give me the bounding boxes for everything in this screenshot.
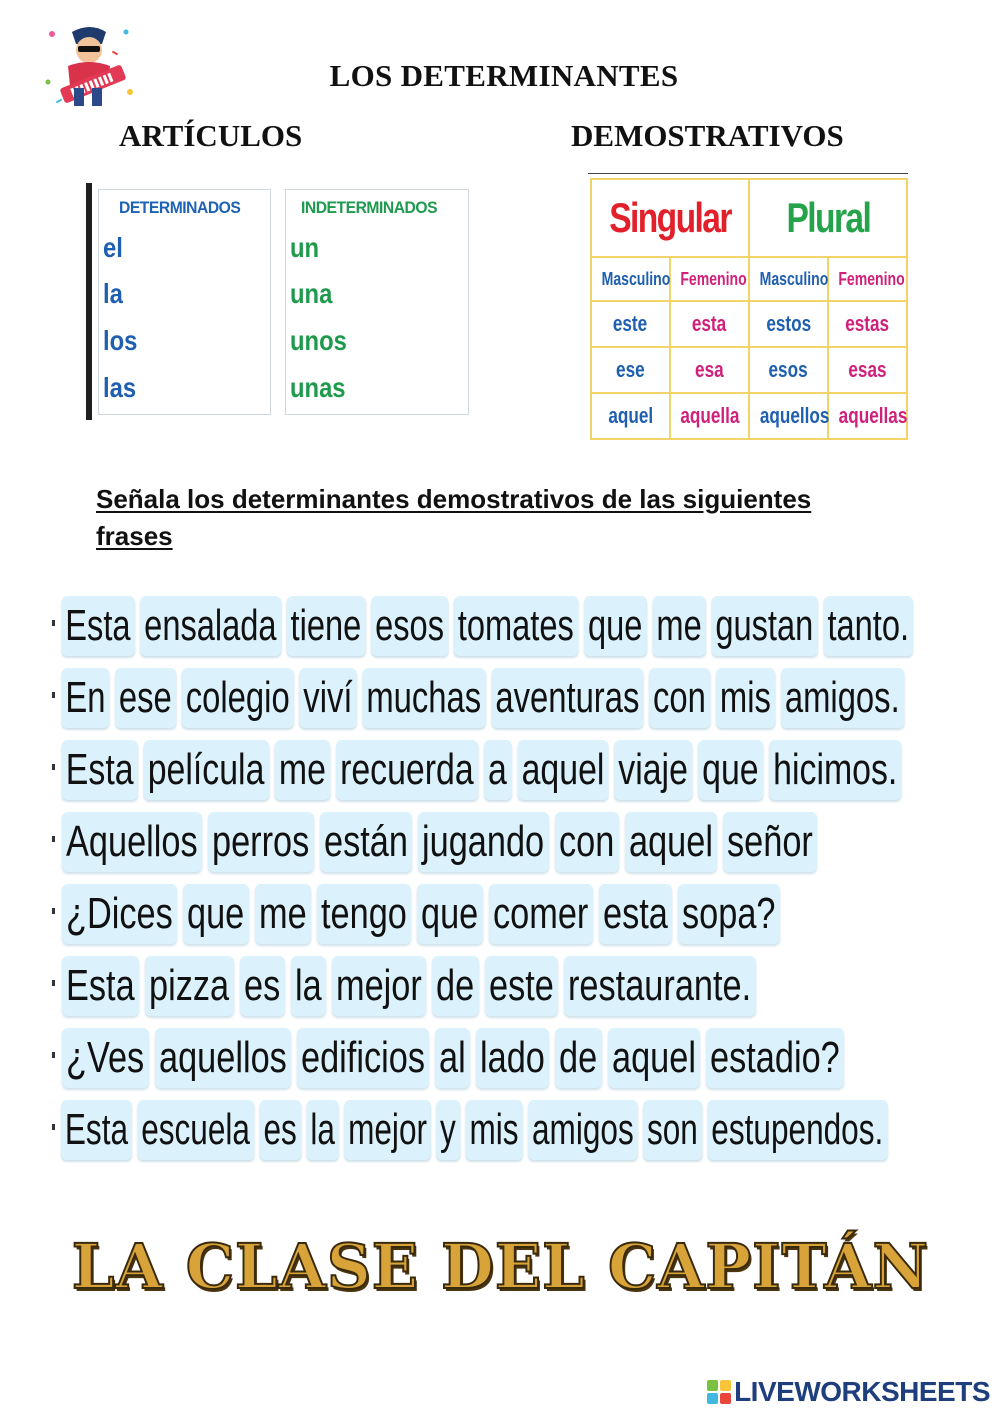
selectable-word[interactable]: Esta <box>62 740 138 800</box>
indeterminado-item: un <box>290 232 320 263</box>
liveworksheets-brand <box>707 1376 990 1408</box>
selectable-word[interactable]: que <box>698 740 763 800</box>
demostrativo-cell: ese <box>591 347 670 393</box>
selectable-word[interactable]: edificios <box>297 1028 429 1088</box>
gender-cell: Masculino <box>749 257 828 301</box>
demostrativo-cell: aquellas <box>828 393 907 439</box>
sentence-row <box>52 590 942 662</box>
demostrativo-cell: estas <box>828 301 907 347</box>
sentence-words <box>52 740 907 800</box>
determinados-box <box>98 189 271 415</box>
indeterminado-item: una <box>290 278 333 309</box>
gender-cell: Femenino <box>670 257 749 301</box>
selectable-word[interactable]: ¿Ves <box>62 1028 149 1088</box>
sentence-words <box>52 884 786 944</box>
selectable-word[interactable]: a <box>484 740 512 800</box>
selectable-word[interactable]: tomates <box>454 596 578 656</box>
selectable-word[interactable]: ese <box>115 668 176 728</box>
selectable-word[interactable]: recuerda <box>336 740 478 800</box>
sentence-bullet <box>52 908 55 914</box>
selectable-word[interactable]: aquel <box>608 1028 700 1088</box>
selectable-word[interactable]: que <box>417 884 483 944</box>
selectable-word[interactable]: la <box>307 1100 339 1160</box>
selectable-word[interactable]: colegio <box>182 668 294 728</box>
selectable-word[interactable]: escuela <box>138 1100 255 1160</box>
sentence-row <box>52 1094 942 1166</box>
selectable-word[interactable]: pizza <box>145 956 234 1016</box>
sentence-words <box>52 596 919 656</box>
selectable-word[interactable]: es <box>260 1100 301 1160</box>
sentence-bullet <box>52 1052 55 1058</box>
selectable-word[interactable]: estupendos. <box>708 1100 888 1160</box>
selectable-word[interactable]: me <box>275 740 330 800</box>
selectable-word[interactable]: me <box>653 596 706 656</box>
selectable-word[interactable]: amigos. <box>781 668 904 728</box>
selectable-word[interactable]: Esta <box>61 1100 132 1160</box>
selectable-word[interactable]: con <box>555 812 619 872</box>
selectable-word[interactable]: viaje <box>614 740 692 800</box>
sentence-list <box>52 590 942 1166</box>
selectable-word[interactable]: estadio? <box>706 1028 844 1088</box>
selectable-word[interactable]: jugando <box>418 812 549 872</box>
selectable-word[interactable]: restaurante. <box>564 956 756 1016</box>
selectable-word[interactable]: En <box>62 668 110 728</box>
selectable-word[interactable]: hicimos. <box>769 740 901 800</box>
sentence-row <box>52 806 942 878</box>
demostrativos-divider <box>588 173 908 174</box>
selectable-word[interactable]: es <box>240 956 285 1016</box>
selectable-word[interactable]: al <box>435 1028 470 1088</box>
indeterminado-item: unas <box>290 372 346 403</box>
selectable-word[interactable]: gustan <box>712 596 818 656</box>
sentence-row <box>52 662 942 734</box>
selectable-word[interactable]: Esta <box>62 596 135 656</box>
articles-side-bar <box>86 183 92 420</box>
selectable-word[interactable]: mis <box>716 668 775 728</box>
sentence-words <box>52 1100 893 1160</box>
selectable-word[interactable]: aventuras <box>492 668 644 728</box>
determinado-item: los <box>103 325 138 356</box>
selectable-word[interactable]: y <box>436 1100 460 1160</box>
selectable-word[interactable]: lado <box>476 1028 549 1088</box>
sentence-row <box>52 1022 942 1094</box>
demostrativo-cell: aquellos <box>749 393 828 439</box>
demostrativo-cell: esos <box>749 347 828 393</box>
sentence-words <box>52 812 823 872</box>
selectable-word[interactable]: mejor <box>344 1100 430 1160</box>
selectable-word[interactable]: tengo <box>317 884 411 944</box>
indeterminados-header: INDETERMINADOS <box>301 198 438 217</box>
sentence-words <box>52 668 910 728</box>
sentence-row <box>52 950 942 1022</box>
indeterminados-box <box>285 189 469 415</box>
selectable-word[interactable]: tanto. <box>824 596 913 656</box>
selectable-word[interactable]: Esta <box>62 956 139 1016</box>
selectable-word[interactable]: de <box>555 1028 602 1088</box>
selectable-word[interactable]: están <box>320 812 412 872</box>
selectable-word[interactable]: esos <box>371 596 448 656</box>
singular-header: Singular <box>591 179 749 257</box>
selectable-word[interactable]: aquel <box>518 740 609 800</box>
determinado-item: el <box>103 232 123 263</box>
selectable-word[interactable]: aquel <box>625 812 717 872</box>
selectable-word[interactable]: perros <box>208 812 314 872</box>
selectable-word[interactable]: mis <box>466 1100 523 1160</box>
selectable-word[interactable]: tiene <box>287 596 366 656</box>
gender-cell: Masculino <box>591 257 670 301</box>
selectable-word[interactable]: mejor <box>332 956 426 1016</box>
determinado-item: las <box>103 372 137 403</box>
sentence-words <box>52 1028 850 1088</box>
selectable-word[interactable]: que <box>183 884 249 944</box>
plural-header: Plural <box>749 179 907 257</box>
selectable-word[interactable]: ensalada <box>140 596 281 656</box>
selectable-word[interactable]: de <box>432 956 479 1016</box>
selectable-word[interactable]: me <box>255 884 311 944</box>
articulos-heading: ARTÍCULOS <box>119 118 303 153</box>
selectable-word[interactable]: este <box>485 956 558 1016</box>
selectable-word[interactable]: la <box>291 956 326 1016</box>
sentence-row <box>52 734 942 806</box>
sentence-bullet <box>52 980 55 986</box>
footer-title: LA CLASE DEL CAPITÁN <box>71 1230 929 1303</box>
selectable-word[interactable]: ¿Dices <box>62 884 177 944</box>
selectable-word[interactable]: que <box>584 596 647 656</box>
selectable-word[interactable]: sopa? <box>678 884 780 944</box>
selectable-word[interactable]: aquellos <box>155 1028 291 1088</box>
selectable-word[interactable]: esta <box>599 884 672 944</box>
liveworksheets-wordmark: LIVEWORKSHEETS <box>734 1376 990 1407</box>
demostrativo-cell: esas <box>828 347 907 393</box>
indeterminado-item: unos <box>290 325 347 356</box>
selectable-word[interactable]: amigos <box>528 1100 637 1160</box>
page-title: LOS DETERMINANTES <box>329 58 679 93</box>
demostrativo-cell: aquel <box>591 393 670 439</box>
selectable-word[interactable]: señor <box>723 812 817 872</box>
demostrativo-cell: este <box>591 301 670 347</box>
demostrativo-cell: estos <box>749 301 828 347</box>
sentence-bullet <box>52 836 55 842</box>
demostrativos-table <box>590 178 908 440</box>
gender-cell: Femenino <box>828 257 907 301</box>
selectable-word[interactable]: viví <box>299 668 356 728</box>
demostrativos-heading: DEMOSTRATIVOS <box>571 118 844 153</box>
determinados-header: DETERMINADOS <box>119 198 241 217</box>
selectable-word[interactable]: Aquellos <box>62 812 202 872</box>
selectable-word[interactable]: muchas <box>363 668 486 728</box>
exercise-instruction: Señala los determinantes demostrativos de las siguientes frases <box>96 484 812 551</box>
liveworksheets-logo-icon <box>707 1380 731 1404</box>
selectable-word[interactable]: película <box>144 740 269 800</box>
demostrativo-cell: esa <box>670 347 749 393</box>
selectable-word[interactable]: comer <box>489 884 593 944</box>
sentence-words <box>52 956 762 1016</box>
sentence-row <box>52 878 942 950</box>
determinado-item: la <box>103 278 123 309</box>
demostrativo-cell: aquella <box>670 393 749 439</box>
selectable-word[interactable]: con <box>649 668 710 728</box>
demostrativo-cell: esta <box>670 301 749 347</box>
selectable-word[interactable]: son <box>643 1100 702 1160</box>
